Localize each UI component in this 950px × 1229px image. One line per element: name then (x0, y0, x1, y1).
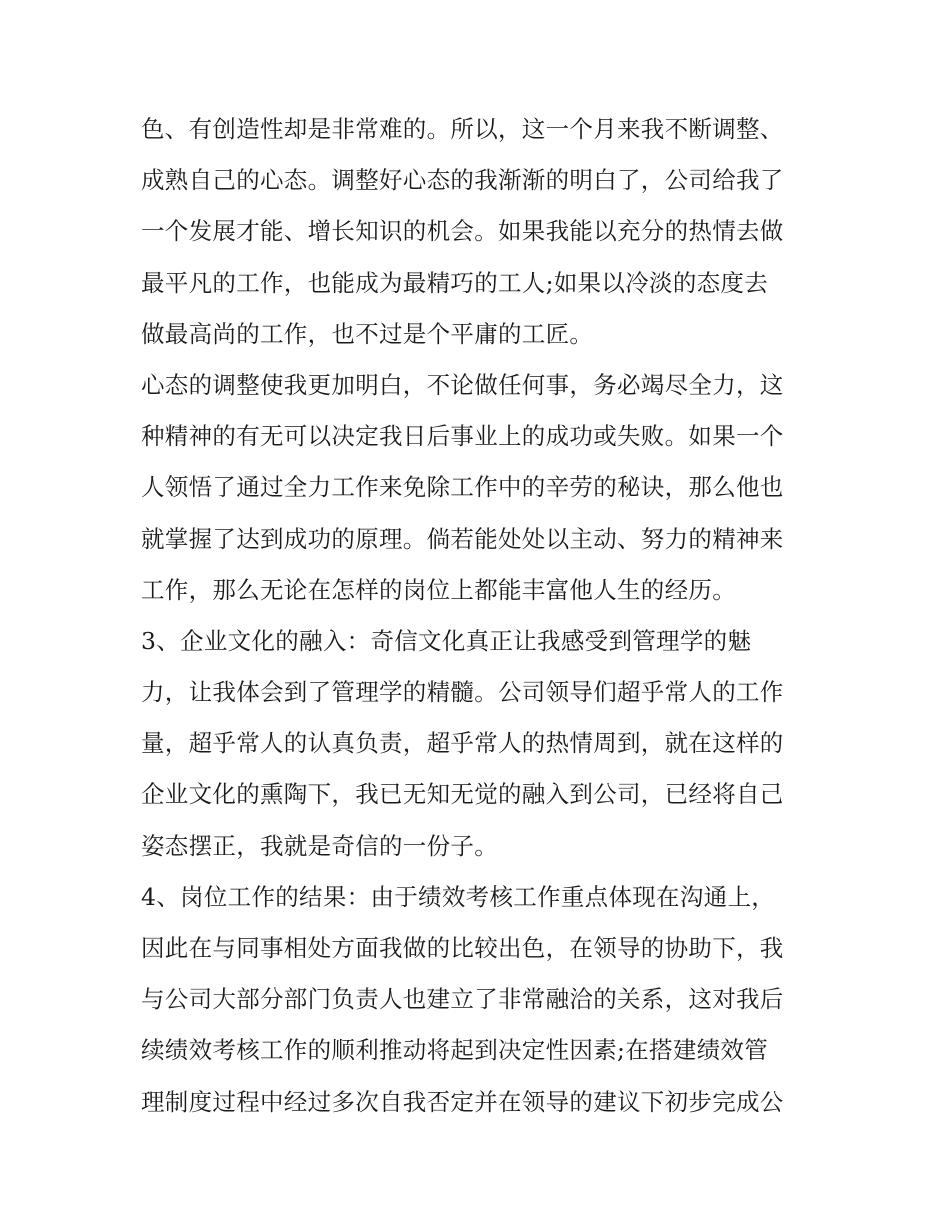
text-line: 最平凡的工作，也能成为最精巧的工人;如果以冷淡的态度去 (141, 268, 769, 297)
text-line: 因此在与同事相处方面我做的比较出色，在领导的协助下，我 (141, 934, 784, 962)
text-line: 力，让我体会到了管理学的精髓。公司领导们超乎常人的工作 (141, 678, 784, 707)
text-line: 量，超乎常人的认真负责，超乎常人的热情周到，就在这样的 (141, 729, 784, 758)
text-line: 色、有创造性却是非常难的。所以，这一个月来我不断调整、 (141, 115, 784, 143)
text-line: 姿态摆正，我就是奇信的一份子。 (141, 831, 498, 860)
text-line: 续绩效考核工作的顺利推动将起到决定性因素;在搭建绩效管 (141, 1036, 769, 1065)
text-line: 成熟自己的心态。调整好心态的我渐渐的明白了，公司给我了 (141, 166, 784, 195)
text-line: 4、岗位工作的结果：由于绩效考核工作重点体现在沟通上， (141, 882, 776, 911)
text-line: 就掌握了达到成功的原理。倘若能处处以主动、努力的精神来 (141, 524, 784, 553)
text-line: 3、企业文化的融入：奇信文化真正让我感受到管理学的魅 (141, 626, 752, 655)
text-line: 人领悟了通过全力工作来免除工作中的辛劳的秘诀，那么他也 (141, 473, 784, 502)
text-line: 心态的调整使我更加明白，不论做任何事，务必竭尽全力，这 (141, 370, 784, 399)
text-line: 与公司大部分部门负责人也建立了非常融洽的关系，这对我后 (141, 985, 784, 1014)
text-line: 工作，那么无论在怎样的岗位上都能丰富他人生的经历。 (141, 575, 736, 604)
text-line: 种精神的有无可以决定我日后事业上的成功或失败。如果一个 (141, 422, 784, 451)
text-line: 一个发展才能、增长知识的机会。如果我能以充分的热情去做 (141, 217, 784, 246)
text-line: 企业文化的熏陶下，我已无知无觉的融入到公司，已经将自己 (141, 780, 784, 809)
text-line: 理制度过程中经过多次自我否定并在领导的建议下初步完成公 (141, 1087, 784, 1116)
text-column (141, 104, 813, 1128)
text-line: 做最高尚的工作，也不过是个平庸的工匠。 (141, 319, 594, 348)
